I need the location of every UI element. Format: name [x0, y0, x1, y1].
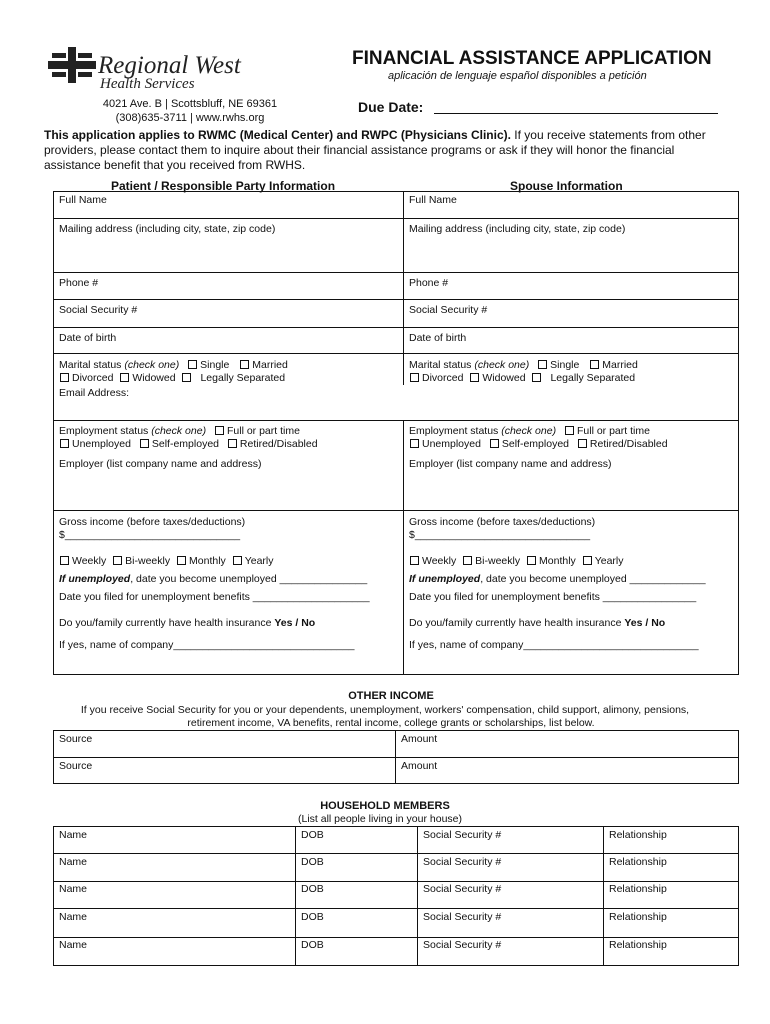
other-income-title: OTHER INCOME — [348, 690, 434, 702]
monthly-checkbox[interactable] — [177, 556, 186, 565]
self-employed-label: Self-employed — [501, 438, 569, 450]
unemployed-date-line: , date you become unemployed _______________ — [130, 573, 368, 585]
gross-income-label: Gross income (before taxes/deductions) — [409, 516, 596, 528]
gross-income-amount-line: $______________________________ — [409, 529, 591, 541]
widowed-checkbox[interactable] — [470, 373, 479, 382]
patient-pay-frequency — [55, 553, 401, 570]
patient-ssn-field[interactable]: Social Security # — [59, 304, 138, 316]
retired-disabled-checkbox[interactable] — [228, 439, 237, 448]
member-dob-field[interactable]: DOB — [301, 856, 324, 868]
spouse-phone-field[interactable]: Phone # — [409, 277, 449, 289]
address-line-2: (308)635-3711 | www.rwhs.org — [115, 112, 265, 124]
check-one-note: (check one) — [124, 359, 180, 371]
patient-gross-income[interactable] — [55, 514, 401, 544]
single-label: Single — [200, 359, 230, 371]
org-address — [60, 97, 320, 125]
married-checkbox[interactable] — [590, 360, 599, 369]
member-dob-field[interactable]: DOB — [301, 939, 324, 951]
yearly-checkbox[interactable] — [583, 556, 592, 565]
health-insurance-question: Do you/family currently have health insurance — [59, 617, 275, 629]
check-one-note: (check one) — [151, 425, 207, 437]
yearly-label: Yearly — [594, 555, 624, 567]
patient-health-insurance[interactable] — [55, 615, 401, 632]
form-title: FINANCIAL ASSISTANCE APPLICATION — [352, 48, 712, 69]
marital-label: Marital status — [59, 359, 125, 371]
member-ssn-field[interactable]: Social Security # — [423, 911, 502, 923]
yes-no-option: Yes / No — [274, 617, 316, 629]
check-one-note: (check one) — [474, 359, 530, 371]
patient-unemployment-filed-date[interactable]: Date you filed for unemployment benefits ____________________ — [59, 591, 370, 603]
single-checkbox[interactable] — [538, 360, 547, 369]
if-unemployed-label: If unemployed — [59, 573, 131, 585]
retired-disabled-label: Retired/Disabled — [589, 438, 668, 450]
spouse-unemployment-filed-date[interactable]: Date you filed for unemployment benefits ________________ — [409, 591, 697, 603]
spouse-ssn-field[interactable]: Social Security # — [409, 304, 488, 316]
member-relationship-field[interactable]: Relationship — [609, 883, 667, 895]
divorced-checkbox[interactable] — [60, 373, 69, 382]
employment-label: Employment status — [409, 425, 502, 437]
monthly-label: Monthly — [189, 555, 226, 567]
full-part-time-label: Full or part time — [576, 425, 650, 437]
member-dob-field[interactable]: DOB — [301, 829, 324, 841]
weekly-checkbox[interactable] — [60, 556, 69, 565]
patient-unemployed-date[interactable] — [55, 571, 401, 588]
household-members-title: HOUSEHOLD MEMBERS — [320, 800, 450, 812]
widowed-label: Widowed — [482, 372, 526, 384]
patient-dob-field[interactable]: Date of birth — [59, 332, 117, 344]
member-ssn-field[interactable]: Social Security # — [423, 856, 502, 868]
unemployed-label: Unemployed — [422, 438, 481, 450]
spouse-employment-status — [405, 423, 737, 453]
spouse-employer-field[interactable]: Employer (list company name and address) — [409, 458, 612, 470]
weekly-checkbox[interactable] — [410, 556, 419, 565]
unemployed-date-line: , date you become unemployed _____________ — [480, 573, 706, 585]
spouse-pay-frequency — [405, 553, 737, 570]
spouse-dob-field[interactable]: Date of birth — [409, 332, 467, 344]
patient-mailing-address-field[interactable]: Mailing address (including city, state, zip code) — [59, 223, 276, 235]
yes-no-option: Yes / No — [624, 617, 666, 629]
patient-insurance-company[interactable]: If yes, name of company_______________________________ — [59, 639, 355, 651]
other-income-description — [0, 704, 770, 730]
member-relationship-field[interactable]: Relationship — [609, 829, 667, 841]
health-insurance-question: Do you/family currently have health insurance — [409, 617, 625, 629]
biweekly-checkbox[interactable] — [113, 556, 122, 565]
full-part-time-checkbox[interactable] — [565, 426, 574, 435]
member-relationship-field[interactable]: Relationship — [609, 856, 667, 868]
intro-paragraph — [44, 128, 734, 173]
income-amount-field[interactable]: Amount — [401, 733, 438, 745]
widowed-label: Widowed — [132, 372, 176, 384]
married-label: Married — [602, 359, 638, 371]
spouse-health-insurance[interactable] — [405, 615, 737, 632]
single-label: Single — [550, 359, 580, 371]
member-dob-field[interactable]: DOB — [301, 883, 324, 895]
patient-marital-status — [55, 357, 401, 387]
intro-rest: If you receive statements from other providers, please contact them to inquire about their financial assistance programs or ask if they will honor the financial assistance benefit that you received from RWHS. — [44, 128, 706, 172]
divorced-label: Divorced — [422, 372, 464, 384]
spouse-unemployed-date[interactable] — [405, 571, 737, 588]
spanish-availability-note: aplicación de lenguaje español disponibles a petición — [388, 70, 647, 82]
member-ssn-field[interactable]: Social Security # — [423, 829, 502, 841]
spouse-full-name-field[interactable]: Full Name — [409, 194, 457, 206]
employment-label: Employment status — [59, 425, 152, 437]
member-relationship-field[interactable]: Relationship — [609, 939, 667, 951]
spouse-mailing-address-field[interactable]: Mailing address (including city, state, zip code) — [409, 223, 626, 235]
member-ssn-field[interactable]: Social Security # — [423, 939, 502, 951]
yearly-checkbox[interactable] — [233, 556, 242, 565]
gross-income-amount-line: $______________________________ — [59, 529, 241, 541]
legally-separated-checkbox[interactable] — [532, 373, 541, 382]
if-unemployed-label: If unemployed — [409, 573, 481, 585]
other-income-desc-line-1: If you receive Social Security for you or your dependents, unemployment, workers' compensation, child support, alimony, pensions, — [80, 704, 690, 716]
spouse-insurance-company[interactable]: If yes, name of company______________________________ — [409, 639, 699, 651]
weekly-label: Weekly — [422, 555, 457, 567]
biweekly-label: Bi-weekly — [475, 555, 521, 567]
full-part-time-checkbox[interactable] — [215, 426, 224, 435]
full-part-time-label: Full or part time — [226, 425, 300, 437]
marital-label: Marital status — [409, 359, 475, 371]
member-name-field[interactable]: Name — [59, 856, 88, 868]
unemployed-checkbox[interactable] — [410, 439, 419, 448]
other-income-desc-line-2: retirement income, VA benefits, rental income, college grants or scholarships, list below. — [187, 717, 595, 729]
member-ssn-field[interactable]: Social Security # — [423, 883, 502, 895]
widowed-checkbox[interactable] — [120, 373, 129, 382]
unemployed-label: Unemployed — [72, 438, 131, 450]
self-employed-checkbox[interactable] — [140, 439, 149, 448]
address-line-1: 4021 Ave. B | Scottsbluff, NE 69361 — [102, 98, 278, 110]
married-checkbox[interactable] — [240, 360, 249, 369]
legally-separated-checkbox[interactable] — [182, 373, 191, 382]
member-name-field[interactable]: Name — [59, 829, 88, 841]
legally-separated-label: Legally Separated — [200, 372, 286, 384]
household-members-subtitle: (List all people living in your house) — [297, 813, 462, 825]
monthly-label: Monthly — [539, 555, 576, 567]
email-address-field[interactable]: Email Address: — [59, 387, 130, 399]
spouse-section-heading: Spouse Information — [510, 179, 623, 193]
divorced-checkbox[interactable] — [410, 373, 419, 382]
biweekly-label: Bi-weekly — [125, 555, 171, 567]
org-name: Regional West — [98, 52, 241, 79]
retired-disabled-checkbox[interactable] — [578, 439, 587, 448]
divorced-label: Divorced — [72, 372, 114, 384]
married-label: Married — [252, 359, 288, 371]
gross-income-label: Gross income (before taxes/deductions) — [59, 516, 246, 528]
org-subtitle: Health Services — [100, 76, 195, 92]
unemployed-checkbox[interactable] — [60, 439, 69, 448]
patient-employment-status — [55, 423, 401, 453]
single-checkbox[interactable] — [188, 360, 197, 369]
weekly-label: Weekly — [72, 555, 107, 567]
patient-section-heading: Patient / Responsible Party Information — [111, 179, 336, 193]
income-source-field[interactable]: Source — [59, 760, 93, 772]
intro-bold: This application applies to RWMC (Medical Center) and RWPC (Physicians Clinic). — [44, 128, 511, 142]
regional-west-logo-icon — [48, 47, 96, 83]
spouse-gross-income[interactable] — [405, 514, 737, 544]
due-date-field[interactable] — [434, 113, 718, 114]
member-relationship-field[interactable]: Relationship — [609, 911, 667, 923]
patient-full-name-field[interactable]: Full Name — [59, 194, 107, 206]
due-date-label: Due Date: — [358, 99, 424, 115]
income-source-field[interactable]: Source — [59, 733, 93, 745]
member-name-field[interactable]: Name — [59, 883, 88, 895]
monthly-checkbox[interactable] — [527, 556, 536, 565]
income-amount-field[interactable]: Amount — [401, 760, 438, 772]
patient-phone-field[interactable]: Phone # — [59, 277, 99, 289]
self-employed-label: Self-employed — [151, 438, 219, 450]
legally-separated-label: Legally Separated — [550, 372, 636, 384]
retired-disabled-label: Retired/Disabled — [239, 438, 318, 450]
member-dob-field[interactable]: DOB — [301, 911, 324, 923]
self-employed-checkbox[interactable] — [490, 439, 499, 448]
yearly-label: Yearly — [244, 555, 274, 567]
patient-employer-field[interactable]: Employer (list company name and address) — [59, 458, 262, 470]
spouse-marital-status — [405, 357, 737, 387]
member-name-field[interactable]: Name — [59, 911, 88, 923]
biweekly-checkbox[interactable] — [463, 556, 472, 565]
member-name-field[interactable]: Name — [59, 939, 88, 951]
check-one-note: (check one) — [501, 425, 557, 437]
